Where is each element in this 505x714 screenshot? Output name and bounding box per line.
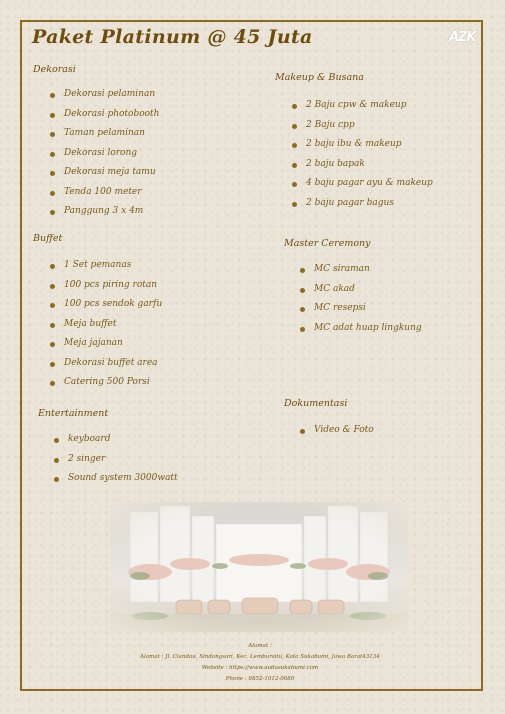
section-heading-dekorasi: Dekorasi bbox=[33, 64, 76, 75]
bullet-icon bbox=[50, 342, 55, 347]
bullet-icon bbox=[300, 288, 305, 293]
list-item bbox=[292, 135, 433, 155]
list-item bbox=[300, 319, 422, 339]
list-item bbox=[50, 105, 159, 125]
list-item-label: MC akad bbox=[314, 283, 355, 294]
bullet-icon bbox=[292, 182, 297, 187]
bullet-icon bbox=[50, 191, 55, 196]
bullet-icon bbox=[50, 284, 55, 289]
bullet-icon bbox=[50, 113, 55, 118]
list-item bbox=[292, 155, 433, 175]
list-item-label: Sound system 3000watt bbox=[68, 473, 178, 483]
list-item-label: 100 pcs piring rotan bbox=[64, 279, 158, 290]
section-heading-makeup: Makeup & Busana bbox=[275, 72, 364, 83]
list-item-label: 1 Set pemanas bbox=[64, 260, 132, 270]
list-item-label: 2 baju ibu & makeup bbox=[306, 139, 402, 149]
list-item bbox=[50, 354, 162, 374]
page-title: Paket Platinum @ 45 Juta bbox=[32, 26, 313, 48]
list-item-label: Taman pelaminan bbox=[64, 128, 145, 138]
list-buffet bbox=[50, 256, 162, 393]
list-item-label: 2 Baju cpw & makeup bbox=[306, 100, 407, 110]
footer-label: Alamat : bbox=[248, 643, 272, 649]
list-item-label: 2 singer bbox=[68, 453, 106, 464]
list-item bbox=[50, 183, 159, 203]
section-heading-buffet: Buffet bbox=[33, 233, 63, 244]
list-item-label: Video & Foto bbox=[314, 425, 374, 435]
bullet-icon bbox=[54, 438, 59, 443]
footer-website[interactable]: Website : https://www.audasukabumi.com bbox=[201, 665, 319, 671]
list-item bbox=[50, 276, 162, 296]
list-item-label: 2 baju pagar bagus bbox=[306, 197, 394, 208]
list-item bbox=[50, 202, 159, 222]
list-item bbox=[50, 373, 162, 393]
list-item bbox=[50, 124, 159, 144]
list-item bbox=[300, 260, 422, 280]
list-item-label: Meja jajanan bbox=[64, 338, 123, 348]
list-item bbox=[292, 116, 433, 136]
list-item-label: Catering 500 Porsi bbox=[64, 377, 150, 387]
bullet-icon bbox=[50, 362, 55, 367]
list-item bbox=[50, 256, 162, 276]
bullet-icon bbox=[292, 124, 297, 129]
bullet-icon bbox=[50, 323, 55, 328]
list-item-label: keyboard bbox=[68, 434, 111, 444]
list-item-label: MC siraman bbox=[314, 264, 370, 274]
list-item bbox=[54, 469, 178, 489]
wedding-stage-illustration bbox=[110, 502, 408, 632]
footer-phone: Phone : 0852-1012-0080 bbox=[225, 676, 295, 682]
bullet-icon bbox=[300, 268, 305, 273]
bullet-icon bbox=[50, 303, 55, 308]
bullet-icon bbox=[50, 93, 55, 98]
list-item-label: 2 Baju cpp bbox=[306, 119, 355, 130]
list-entertainment bbox=[54, 430, 178, 489]
list-item bbox=[292, 194, 433, 214]
bullet-icon bbox=[50, 132, 55, 137]
list-item-label: Dekorasi meja tamu bbox=[64, 167, 156, 177]
list-item-label: Dekorasi lorong bbox=[64, 147, 138, 158]
bullet-icon bbox=[292, 202, 297, 207]
list-item bbox=[50, 85, 159, 105]
bullet-icon bbox=[50, 264, 55, 269]
list-item-label: MC adat huap lingkung bbox=[314, 322, 422, 333]
list-item bbox=[50, 295, 162, 315]
bullet-icon bbox=[292, 104, 297, 109]
bullet-icon bbox=[292, 143, 297, 148]
list-dokumentasi bbox=[300, 421, 374, 441]
wedding-decoration-photo bbox=[110, 502, 408, 632]
bullet-icon bbox=[292, 163, 297, 168]
section-heading-dokumentasi: Dokumentasi bbox=[284, 398, 348, 409]
bullet-icon bbox=[54, 477, 59, 482]
section-heading-mc: Master Ceremony bbox=[284, 238, 371, 249]
list-item bbox=[300, 280, 422, 300]
list-item-label: 2 baju bapak bbox=[306, 158, 365, 169]
bullet-icon bbox=[50, 381, 55, 386]
list-mc bbox=[300, 260, 422, 338]
section-heading-entertainment: Entertainment bbox=[38, 408, 109, 419]
list-item bbox=[300, 299, 422, 319]
list-item-label: 4 baju pagar ayu & makeup bbox=[306, 178, 433, 188]
list-item-label: Dekorasi pelaminan bbox=[64, 89, 156, 99]
list-item bbox=[292, 174, 433, 194]
bullet-icon bbox=[54, 458, 59, 463]
bullet-icon bbox=[50, 210, 55, 215]
list-dekorasi bbox=[50, 85, 159, 222]
list-item-label: Dekorasi photobooth bbox=[64, 108, 160, 119]
list-item bbox=[50, 315, 162, 335]
list-item bbox=[54, 450, 178, 470]
list-item bbox=[292, 96, 433, 116]
bullet-icon bbox=[50, 152, 55, 157]
brand-logo: AZK bbox=[449, 30, 476, 45]
list-item-label: 100 pcs sendok garfu bbox=[64, 299, 163, 309]
footer-address: Alamat : Jl. Ciandau, Sindangsari, Kec. Lembursitu, Kota Sukabumi, Jawa Barat43134 bbox=[140, 654, 380, 660]
list-item-label: Panggung 3 x 4m bbox=[64, 206, 144, 216]
bullet-icon bbox=[300, 429, 305, 434]
list-item bbox=[54, 430, 178, 450]
list-makeup bbox=[292, 96, 433, 213]
bullet-icon bbox=[300, 327, 305, 332]
bullet-icon bbox=[50, 171, 55, 176]
list-item bbox=[300, 421, 374, 441]
list-item bbox=[50, 163, 159, 183]
bullet-icon bbox=[300, 307, 305, 312]
list-item-label: Meja buffet bbox=[64, 318, 117, 329]
list-item-label: Tenda 100 meter bbox=[64, 186, 142, 197]
list-item-label: MC resepsi bbox=[314, 303, 366, 313]
list-item bbox=[50, 144, 159, 164]
list-item bbox=[50, 334, 162, 354]
list-item-label: Dekorasi buffet area bbox=[64, 357, 158, 368]
